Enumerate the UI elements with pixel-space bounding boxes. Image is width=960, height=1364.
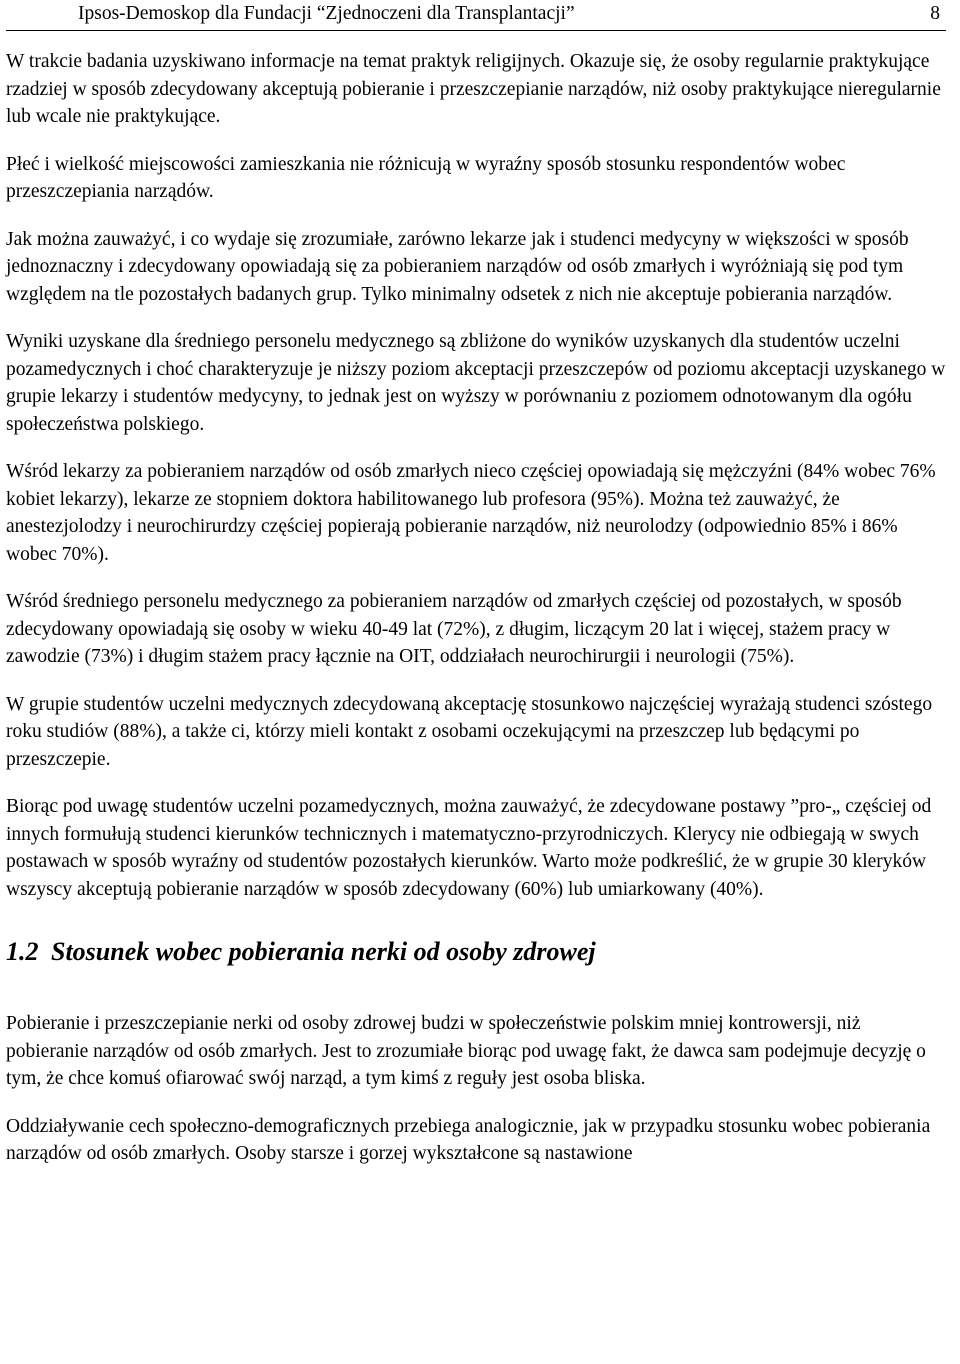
page-header [6,0,946,31]
paragraph: W trakcie badania uzyskiwano informacje na temat praktyk religijnych. Okazuje się, że osoby regularnie praktykujące rzadziej w sposób zdecydowany akceptują pobieranie i przeszczepianie narządów, niż osoby praktykujące nieregularnie lub wcale nie praktykujące. [6,51,941,127]
paragraph: W grupie studentów uczelni medycznych zdecydowaną akceptację stosunkowo najczęściej wyrażają studenci szóstego roku studiów (88%), a także ci, którzy mieli kontakt z osobami oczekującymi na przeszczep lub będącymi po przeszczepie. [6,693,933,770]
paragraph: Wyniki uzyskane dla średniego personelu medycznego są zbliżone do wyników uzyskanych dla studentów uczelni pozamedycznych i choć charakteryzuje je niższy poziom akceptacji przeszczepów od poziomu akceptacji uzyskanego w grupie lekarzy i studentów medycyny, to jednak jest on wyższy w porównaniu z poziomem odnotowanym dla ogółu społeczeństwa polskiego. [6,331,946,435]
paragraph: Oddziaływanie cech społeczno-demograficznych przebiega analogicznie, jak w przypadku stosunku wobec pobierania narządów od osób zmarłych. Osoby starsze i gorzej wykształcone są nastawione [6,1115,931,1164]
paragraph: Biorąc pod uwagę studentów uczelni pozamedycznych, można zauważyć, że zdecydowane postawy ”pro-„ częściej od innych formułują studenci kierunków technicznych i matematyczno-przyrodniczych. Klerycy nie odbiegają w swych postawach w sposób wyraźny od studentów pozostałych kierunków. Warto może podkreślić, że w grupie 30 kleryków wszyscy akceptują pobieranie narządów w sposób zdecydowany (60%) lub umiarkowany (40%). [6,796,932,900]
page-number: 8 [930,3,940,24]
section-heading [6,936,946,968]
paragraph: Pobieranie i przeszczepianie nerki od osoby zdrowej budzi w społeczeństwie polskim mniej kontrowersji, niż pobieranie narządów od osób zmarłych. Jest to zrozumiałe biorąc pod uwagę fakt, że dawca sam podejmuje decyzję o tym, że chce komuś ofiarować swój narząd, a tym kimś z reguły jest osoba bliska. [6,1013,926,1089]
section-title: Stosunek wobec pobierania nerki od osoby zdrowej [51,937,596,966]
paragraph: Jak można zauważyć, i co wydaje się zrozumiałe, zarówno lekarze jak i studenci medycyny w większości w sposób jednoznaczny i zdecydowany opowiadają się za pobieraniem narządów od osób zmarłych i wyróżniają się pod tym względem na tle pozostałych badanych grup. Tylko minimalny odsetek z nich nie akceptuje pobierania narządów. [6,228,909,305]
paragraph: Płeć i wielkość miejscowości zamieszkania nie różnicują w wyraźny sposób stosunku respondentów wobec przeszczepiania narządów. [6,153,846,202]
paragraph: Wśród średniego personelu medycznego za pobieraniem narządów od zmarłych częściej od pozostałych, w sposób zdecydowany opowiadają się osoby w wieku 40-49 lat (72%), z długim, liczącym 20 lat i więcej, stażem pracy w zawodzie (73%) i długim stażem pracy łącznie na OIT, oddziałach neurochirurgii i neurologii (75%). [6,591,902,667]
section-number: 1.2 [6,937,39,966]
header-title: Ipsos-Demoskop dla Fundacji “Zjednoczeni dla Transplantacji” [78,3,575,24]
paragraph: Wśród lekarzy za pobieraniem narządów od osób zmarłych nieco częściej opowiadają się mężczyźni (84% wobec 76% kobiet lekarzy), lekarze ze stopniem doktora habilitowanego lub profesora (95%). Można też zauważyć, że anestezjolodzy i neurochirurdzy częściej popierają pobieranie narządów, niż neurolodzy (odpowiednio 85% i 86% wobec 70%). [6,461,936,565]
document-body [6,48,946,1188]
